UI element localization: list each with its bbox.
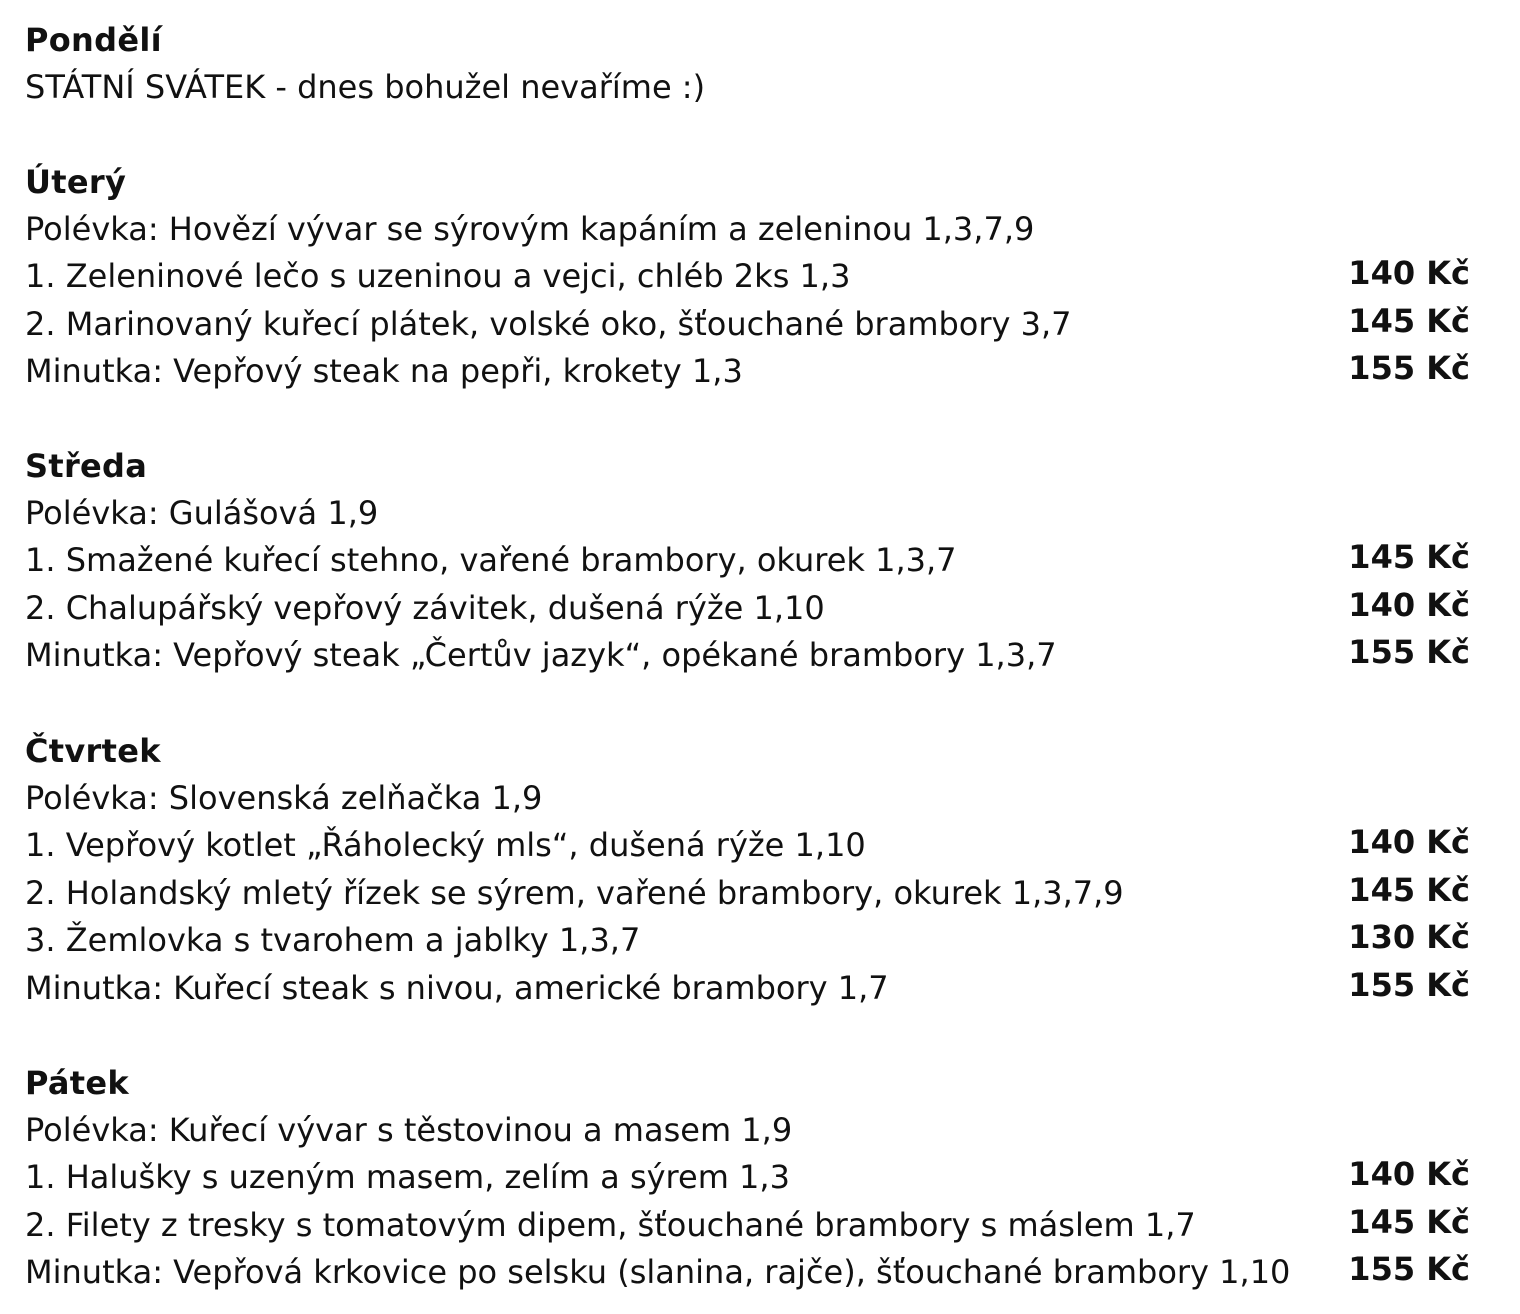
- menu-item-text: Minutka: Vepřový steak na pepři, krokety 1,3: [25, 352, 743, 391]
- menu-item-price: 155 Kč: [1348, 349, 1470, 388]
- menu-item: [25, 632, 1485, 679]
- menu-item-text: Minutka: Kuřecí steak s nivou, americké brambory 1,7: [25, 968, 889, 1007]
- menu-item-price: 140 Kč: [1348, 585, 1470, 624]
- menu-item-price: 130 Kč: [1348, 918, 1470, 957]
- day-wednesday: [25, 443, 1485, 680]
- day-name: Čtvrtek: [25, 732, 161, 770]
- menu-item-text: Minutka: Vepřová krkovice po selsku (slanina, rajče), šťouchané brambory 1,10: [25, 1253, 1291, 1292]
- menu-item: [25, 1154, 1485, 1201]
- day-name: Pátek: [25, 1064, 129, 1102]
- menu-item: [25, 301, 1485, 348]
- menu-item: [25, 1202, 1485, 1249]
- menu-item-price: 140 Kč: [1348, 823, 1470, 862]
- menu-item: [25, 253, 1485, 300]
- menu-item-price: 140 Kč: [1348, 1155, 1470, 1194]
- menu-item-price: 145 Kč: [1348, 538, 1470, 577]
- menu-item-price: 155 Kč: [1348, 633, 1470, 672]
- menu-item-text: 1. Zeleninové lečo s uzeninou a vejci, chléb 2ks 1,3: [25, 257, 851, 296]
- soup-text: Polévka: Slovenská zelňačka 1,9: [25, 779, 543, 817]
- menu-item: [25, 822, 1485, 869]
- menu-item-text: 2. Filety z tresky s tomatovým dipem, šťouchané brambory s máslem 1,7: [25, 1205, 1196, 1244]
- menu-item: [25, 585, 1485, 632]
- day-name: Pondělí: [25, 21, 162, 59]
- day-tuesday: [25, 159, 1485, 396]
- soup-line: [25, 490, 1485, 537]
- soup-line: [25, 775, 1485, 822]
- day-name: Úterý: [25, 163, 127, 201]
- soup-line: [25, 206, 1485, 253]
- soup-text: Polévka: Kuřecí vývar s těstovinou a masem 1,9: [25, 1111, 793, 1149]
- soup-text: Polévka: Gulášová 1,9: [25, 494, 379, 532]
- menu-item: [25, 537, 1485, 584]
- menu-item-text: 2. Holandský mletý řízek se sýrem, vařené brambory, okurek 1,3,7,9: [25, 873, 1124, 912]
- menu-item-text: 2. Chalupářský vepřový závitek, dušená rýže 1,10: [25, 588, 825, 627]
- day-name: Středa: [25, 447, 148, 485]
- soup-text: Polévka: Hovězí vývar se sýrovým kapáním a zeleninou 1,3,7,9: [25, 210, 1035, 248]
- menu-item-text: 1. Vepřový kotlet „Řáholecký mls“, dušená rýže 1,10: [25, 826, 866, 865]
- menu-item: [25, 870, 1485, 917]
- menu-item-price: 145 Kč: [1348, 1202, 1470, 1241]
- menu-item-text: 1. Halušky s uzeným masem, zelím a sýrem 1,3: [25, 1158, 790, 1197]
- day-friday: [25, 1060, 1485, 1297]
- menu-item-price: 155 Kč: [1348, 965, 1470, 1004]
- menu-item-text: 3. Žemlovka s tvarohem a jablky 1,3,7: [25, 921, 641, 960]
- menu-item-text: 1. Smažené kuřecí stehno, vařené brambory, okurek 1,3,7: [25, 541, 957, 580]
- menu-item-text: Minutka: Vepřový steak „Čertův jazyk“, opékané brambory 1,3,7: [25, 636, 1057, 675]
- menu-item: [25, 965, 1485, 1012]
- menu-item: [25, 348, 1485, 395]
- menu-item-text: 2. Marinovaný kuřecí plátek, volské oko, šťouchané brambory 3,7: [25, 304, 1072, 343]
- soup-line: [25, 1107, 1485, 1154]
- menu-line: [25, 64, 1485, 111]
- menu-line-text: STÁTNÍ SVÁTEK - dnes bohužel nevaříme :): [25, 68, 706, 106]
- menu-item-price: 155 Kč: [1348, 1250, 1470, 1289]
- day-monday: [25, 17, 1485, 111]
- menu-item-price: 145 Kč: [1348, 301, 1470, 340]
- menu-item: [25, 917, 1485, 964]
- menu-item-price: 145 Kč: [1348, 870, 1470, 909]
- menu-item-price: 140 Kč: [1348, 254, 1470, 293]
- menu-item: [25, 1249, 1485, 1296]
- day-thursday: [25, 728, 1485, 1012]
